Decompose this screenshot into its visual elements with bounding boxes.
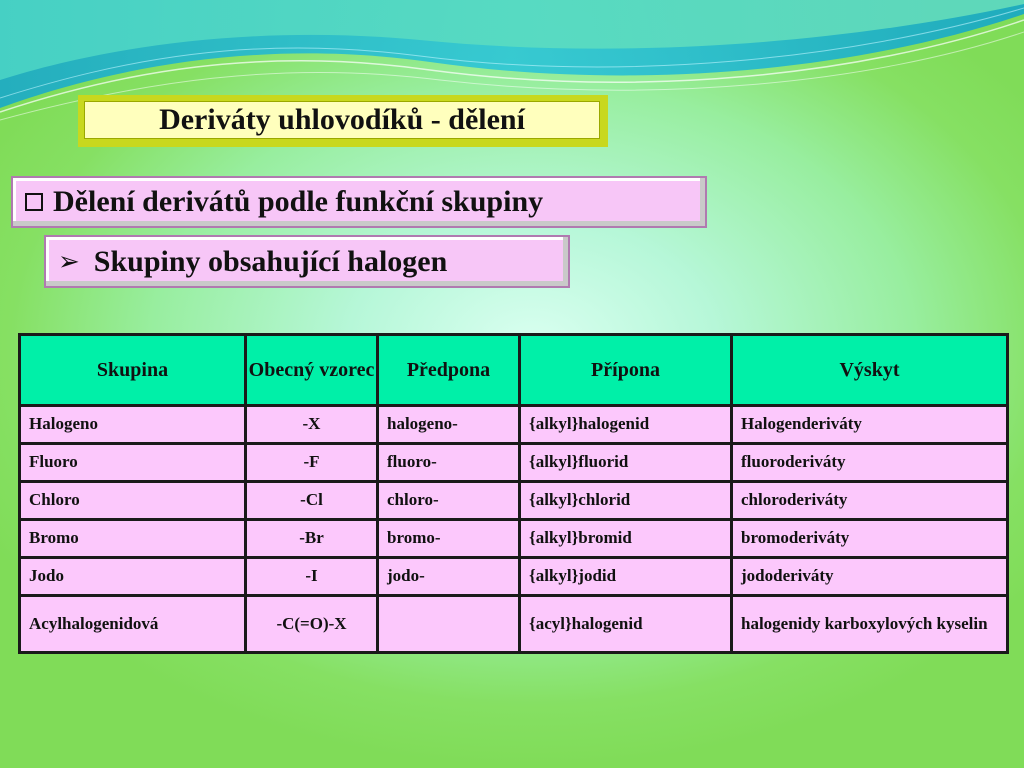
cell-vyskyt: halogenidy karboxylových kyselin xyxy=(732,596,1008,653)
cell-vzorec: -F xyxy=(246,444,378,482)
cell-predpona: chloro- xyxy=(378,482,520,520)
header-predpona: Předpona xyxy=(378,335,520,406)
cell-skupina: Acylhalogenidová xyxy=(20,596,246,653)
slide-title-frame xyxy=(78,95,608,147)
header-pripona: Přípona xyxy=(520,335,732,406)
cell-skupina: Bromo xyxy=(20,520,246,558)
table-header-row xyxy=(20,335,1008,406)
cell-pripona: {alkyl}chlorid xyxy=(520,482,732,520)
table-row xyxy=(20,520,1008,558)
cell-pripona: {alkyl}halogenid xyxy=(520,406,732,444)
square-bullet-icon xyxy=(25,193,43,211)
cell-vzorec: -C(=O)-X xyxy=(246,596,378,653)
subheading-1-text: Dělení derivátů podle funkční skupiny xyxy=(53,185,544,218)
cell-vyskyt: fluoroderiváty xyxy=(732,444,1008,482)
cell-vzorec: -Cl xyxy=(246,482,378,520)
cell-pripona: {alkyl}fluorid xyxy=(520,444,732,482)
table-row xyxy=(20,482,1008,520)
subheading-halogen-groups xyxy=(44,235,570,288)
cell-vyskyt: Halogenderiváty xyxy=(732,406,1008,444)
cell-predpona: halogeno- xyxy=(378,406,520,444)
cell-predpona: fluoro- xyxy=(378,444,520,482)
cell-pripona: {alkyl}jodid xyxy=(520,558,732,596)
subheading-functional-groups xyxy=(11,176,707,228)
cell-pripona: {acyl}halogenid xyxy=(520,596,732,653)
table-row xyxy=(20,406,1008,444)
cell-vzorec: -X xyxy=(246,406,378,444)
halogen-groups-table xyxy=(18,333,1009,654)
cell-vyskyt: jododeriváty xyxy=(732,558,1008,596)
table-row xyxy=(20,558,1008,596)
cell-vzorec: -I xyxy=(246,558,378,596)
cell-skupina: Halogeno xyxy=(20,406,246,444)
subheading-2-text: Skupiny obsahující halogen xyxy=(93,244,448,278)
header-skupina: Skupina xyxy=(20,335,246,406)
header-obecny-vzorec: Obecný vzorec xyxy=(246,335,378,406)
cell-predpona: bromo- xyxy=(378,520,520,558)
cell-skupina: Fluoro xyxy=(20,444,246,482)
arrow-bullet-icon: ➢ xyxy=(58,246,80,277)
slide-title: Deriváty uhlovodíků - dělení xyxy=(84,101,600,139)
cell-pripona: {alkyl}bromid xyxy=(520,520,732,558)
cell-predpona: jodo- xyxy=(378,558,520,596)
header-vyskyt: Výskyt xyxy=(732,335,1008,406)
table-row xyxy=(20,444,1008,482)
cell-skupina: Chloro xyxy=(20,482,246,520)
cell-vyskyt: chloroderiváty xyxy=(732,482,1008,520)
cell-vyskyt: bromoderiváty xyxy=(732,520,1008,558)
table-row xyxy=(20,596,1008,653)
cell-skupina: Jodo xyxy=(20,558,246,596)
cell-vzorec: -Br xyxy=(246,520,378,558)
cell-predpona xyxy=(378,596,520,653)
